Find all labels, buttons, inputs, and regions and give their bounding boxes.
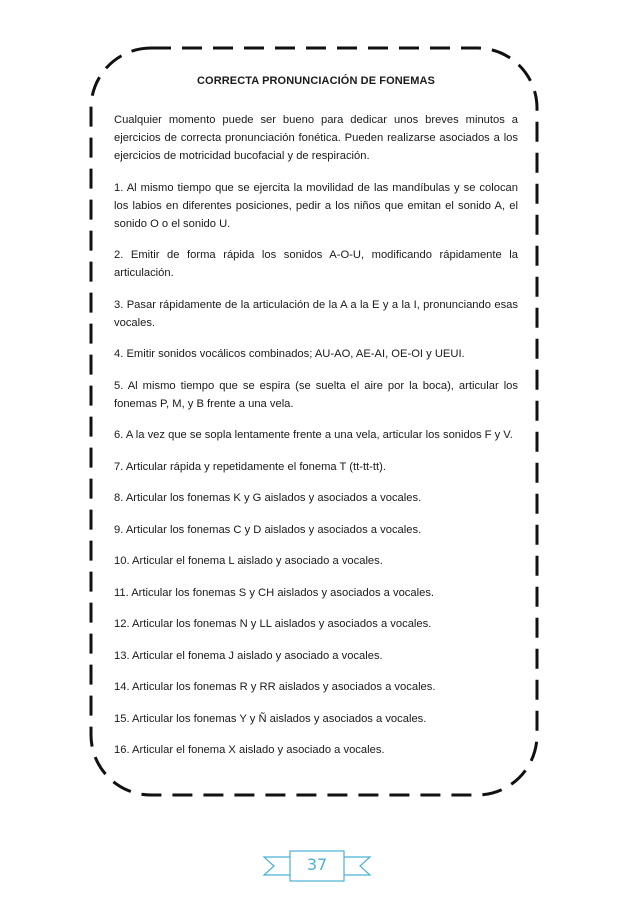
exercise-item-14: 14. Articular los fonemas R y RR aislados y asociados a vocales. — [114, 681, 436, 693]
exercise-item-8: 8. Articular los fonemas K y G aislados y asociados a vocales. — [114, 492, 422, 504]
intro-paragraph: Cualquier momento puede ser bueno para dedicar unos breves minutos a ejercicios de correcta pronunciación fonética. Pueden realizarse asociados a los ejercicios de motricidad bucofacial y de respiración. — [114, 114, 518, 162]
exercise-item-13: 13. Articular el fonema J aislado y asociado a vocales. — [114, 649, 383, 662]
exercise-item-9: 9. Articular los fonemas C y D aislados y asociados a vocales. — [114, 523, 422, 536]
exercise-item-16: 16. Articular el fonema X aislado y asociado a vocales. — [114, 744, 385, 756]
document-title: CORRECTA PRONUNCIACIÓN DE FONEMAS — [197, 75, 435, 87]
document-body — [114, 74, 518, 759]
exercise-item-6: 6. A la vez que se sopla lentamente frente a una vela, articular los sonidos F y V. — [114, 429, 513, 441]
exercise-item-7: 7. Articular rápida y repetidamente el fonema T (tt-tt-tt). — [114, 460, 386, 473]
exercise-item-5: 5. Al mismo tiempo que se espira (se suelta el aire por la boca), articular los fonemas P, M, y B frente a una vela. — [114, 379, 518, 410]
exercise-item-1: 1. Al mismo tiempo que se ejercita la movilidad de las mandíbulas y se colocan los labios en diferentes posiciones, pedir a los niños que emitan el sonido A, el sonido O o el sonido U. — [114, 181, 518, 230]
exercise-item-2: 2. Emitir de forma rápida los sonidos A-O-U, modificando rápidamente la articulación. — [114, 249, 518, 279]
exercise-item-12: 12. Articular los fonemas N y LL aislados y asociados a vocales. — [114, 618, 432, 630]
page-number: 37 — [306, 855, 328, 874]
exercise-item-10: 10. Articular el fonema L aislado y asociado a vocales. — [114, 555, 383, 567]
exercise-item-15: 15. Articular los fonemas Y y Ñ aislados y asociados a vocales. — [114, 712, 427, 725]
exercise-item-3: 3. Pasar rápidamente de la articulación de la A a la E y a la I, pronunciando esas vocales. — [114, 298, 518, 329]
exercise-item-4: 4. Emitir sonidos vocálicos combinados; AU-AO, AE-AI, OE-OI y UEUI. — [114, 348, 465, 360]
exercise-item-11: 11. Articular los fonemas S y CH aislados y asociados a vocales. — [114, 586, 435, 599]
